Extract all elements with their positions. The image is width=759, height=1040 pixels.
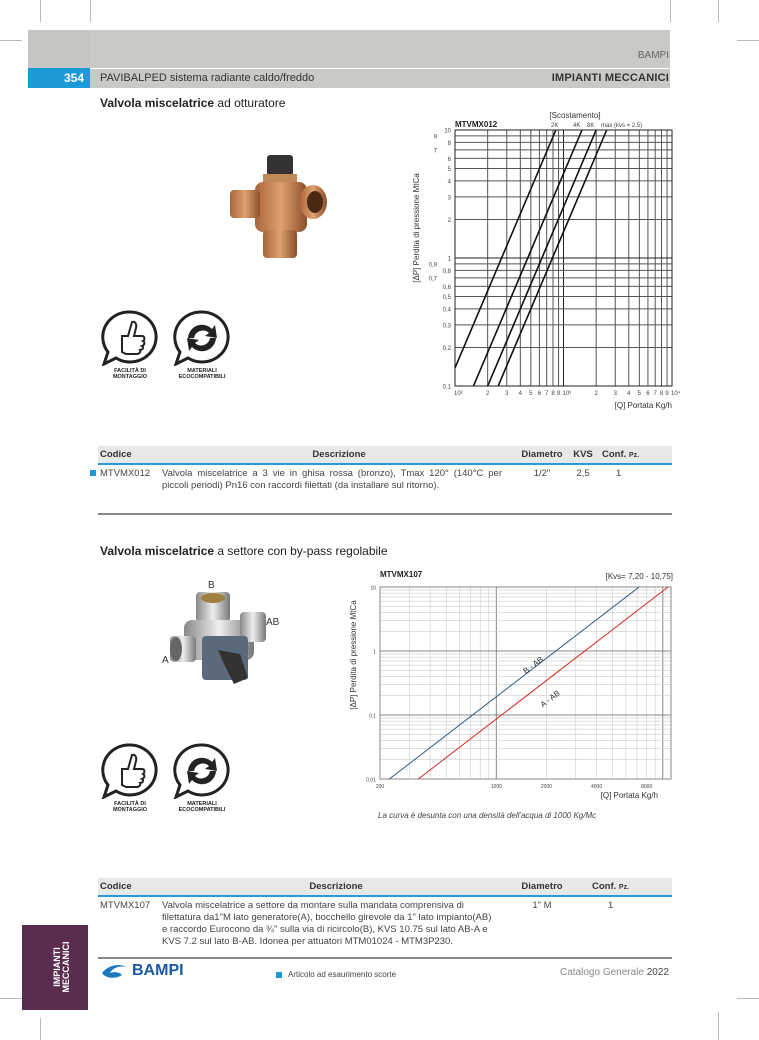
series-label: B - AB <box>521 654 545 676</box>
y-tick-label: 1 <box>447 256 451 263</box>
x-tick-label: 1000 <box>490 784 502 790</box>
series-label: 4K <box>573 123 581 129</box>
legend-text: Articolo ad esaurimento scorte <box>288 970 397 979</box>
feature-label-montaggio <box>100 368 160 380</box>
product2-title <box>100 544 388 558</box>
legend <box>276 970 396 979</box>
table-header-row <box>98 446 672 464</box>
x-tick-label: 6 <box>646 391 650 397</box>
crop-mark <box>737 40 759 41</box>
table-row <box>98 896 672 951</box>
chart-mtvmx107 <box>340 565 680 805</box>
header-subtitle: PAVIBALPED sistema radiante caldo/freddo <box>100 72 315 84</box>
x-tick-label: 9 <box>665 391 669 397</box>
x-tick-label: 4000 <box>591 784 603 790</box>
x-tick-label: 10⁴ <box>671 391 681 397</box>
y-axis-label: [ΔP] Perdita di pressione MtCa <box>412 173 421 283</box>
crop-mark <box>40 0 41 22</box>
y-tick-label: 0,5 <box>442 295 451 302</box>
x-tick-label: 8 <box>551 391 555 397</box>
feature-label-materiali <box>172 801 232 813</box>
series-label: max (kvs = 2,5) <box>601 123 643 129</box>
chart-note: La curva è desunta con una densità dell'acqua di 1000 Kg/Mc <box>378 811 597 820</box>
col-header-diam: Diametro <box>518 446 566 464</box>
col-header-conf <box>572 878 672 896</box>
x-tick-label: 2 <box>594 391 598 397</box>
cell-diam: 1" M <box>532 900 552 911</box>
recycle-arrows-icon <box>172 741 232 799</box>
product1-table <box>98 446 672 495</box>
y-tick-label: 0,4 <box>442 307 451 314</box>
chart-subtitle: [Kvs= 7,20 - 10,75] <box>605 572 673 581</box>
col-header-code: Codice <box>98 878 160 896</box>
port-label-a: A <box>162 655 169 666</box>
bampi-logo-text: BAMPI <box>132 962 184 979</box>
y-tick-label: 0,3 <box>442 323 451 330</box>
product1-title <box>100 96 285 110</box>
x-tick-label: 6 <box>537 391 542 397</box>
series-line-b-ab <box>389 587 639 779</box>
header-brand: BAMPI <box>637 50 669 61</box>
col-header-desc: Descrizione <box>160 446 518 464</box>
y-tick-label: 0,2 <box>442 345 451 352</box>
x-tick-label: 10² <box>454 391 463 397</box>
footer-divider <box>98 957 672 959</box>
table-row <box>98 464 672 495</box>
series-label: 2K <box>551 123 559 129</box>
y-tick-label: 0,8 <box>442 268 451 275</box>
y-tick-label: 0,1 <box>442 384 451 391</box>
header-divider <box>90 68 670 69</box>
chart-subtitle: [Scostamento] <box>549 111 601 120</box>
crop-mark <box>0 40 22 41</box>
feature-label-line: FACILITÀ DI <box>114 801 146 807</box>
y-tick-label: 0,1 <box>369 713 376 720</box>
recycle-arrows-icon <box>172 308 232 366</box>
x-tick-label: 3 <box>613 391 617 397</box>
y-tick-label: 7 <box>433 148 437 155</box>
x-tick-label: 200 <box>375 784 385 790</box>
header-section: IMPIANTI MECCANICI <box>551 72 669 84</box>
x-tick-label: 10³ <box>562 391 572 397</box>
cell-conf: 1 <box>616 468 622 479</box>
series-label: A - AB <box>538 688 562 710</box>
x-tick-label: 3 <box>505 391 509 397</box>
x-tick-label: 4 <box>518 391 522 397</box>
x-tick-label: 7 <box>545 391 549 397</box>
x-axis-label: [Q] Portata Kg/h <box>600 791 658 800</box>
x-tick-label: 4 <box>627 391 631 397</box>
code-text: MTVMX012 <box>100 468 151 479</box>
stock-marker-icon <box>276 972 282 978</box>
col-header-desc: Descrizione <box>160 878 512 896</box>
feature-label-materiali <box>172 368 232 380</box>
port-label-ab: AB <box>266 617 280 628</box>
crop-mark <box>737 998 759 999</box>
title-bold: Valvola miscelatrice <box>100 96 215 110</box>
y-tick-label: 6 <box>447 156 451 163</box>
crop-mark <box>718 1012 719 1040</box>
x-tick-label: 9 <box>556 391 561 397</box>
feature-label-line: ECOCOMPATIBILI <box>178 807 226 813</box>
cell-code <box>98 464 160 495</box>
feature-label-line: ECOCOMPATIBILI <box>178 374 226 380</box>
col-header-code: Codice <box>98 446 160 464</box>
catalog-label <box>560 967 669 978</box>
y-tick-label: 5 <box>447 167 451 174</box>
crop-mark <box>40 1018 41 1040</box>
cell-desc: Valvola miscelatrice a 3 vie in ghisa rossa (bronzo), Tmax 120° (140°C per piccoli periodi) Pn16 con raccordi filettati (da installare sul ritorno). <box>162 468 502 491</box>
col-header-conf <box>600 446 672 464</box>
x-tick-label: 2000 <box>540 784 553 790</box>
x-axis-label: [Q] Portata Kg/h <box>614 401 672 410</box>
plot-frame <box>380 587 671 779</box>
valve-image-mtvmx107 <box>168 592 272 692</box>
x-tick-label: 5 <box>529 391 533 397</box>
side-label-line: IMPIANTI <box>52 947 62 987</box>
y-tick-label: 0,01 <box>366 777 376 784</box>
feature-label-line: FACILITÀ DI <box>114 368 146 374</box>
chart-title: MTVMX012 <box>455 120 498 129</box>
y-tick-label: 3 <box>447 195 451 202</box>
thumbs-up-icon <box>100 741 160 799</box>
feature-label-montaggio <box>100 801 160 813</box>
bampi-logo-icon <box>100 963 128 979</box>
pz-label: Pz. <box>618 884 630 891</box>
page-number: 354 <box>28 68 90 88</box>
x-tick-label: 7 <box>653 391 657 397</box>
chart-mtvmx012 <box>395 108 695 413</box>
y-tick-label: 9 <box>433 134 437 141</box>
crop-mark <box>718 0 719 22</box>
side-tab-label <box>53 932 71 1002</box>
crop-mark <box>0 998 22 999</box>
bampi-logo <box>100 962 184 980</box>
cell-desc: Valvola miscelatrice a settore da montare sulla mandata comprensiva di filettatura da1"M lato generatore(A), bocchello girevole da 1" lato impianto(AB) e raccordo Eurocono da ¾" sulla via di ricircolo(B), KVS 10.75 sul lato AB-A e KVS 7.2 sul lato B-AB. Idonea per attuatori MTM01024 - MTM3P230. <box>162 900 492 947</box>
stock-marker-icon <box>90 470 96 476</box>
product2-table <box>98 878 672 951</box>
catalog-text: Catalogo Generale <box>560 967 647 978</box>
conf-label: Conf. <box>592 881 617 892</box>
y-tick-label: 0,9 <box>428 262 437 269</box>
y-tick-label: 0,7 <box>428 276 437 283</box>
cell-diam: 1/2" <box>533 468 551 479</box>
thumbs-up-icon <box>100 308 160 366</box>
cell-code: MTVMX107 <box>100 900 151 911</box>
y-tick-label: 0,6 <box>442 284 451 291</box>
x-tick-label: 8 <box>659 391 664 397</box>
side-label-line: MECCANICI <box>61 941 71 993</box>
y-axis-label: [ΔP] Perdita di pressione MtCa <box>349 600 358 710</box>
series-line-a-ab <box>418 587 668 779</box>
feature-label-line: MATERIALI <box>187 801 217 807</box>
y-tick-label: 10 <box>370 585 376 592</box>
table-header-row <box>98 878 672 896</box>
crop-mark <box>670 0 671 22</box>
header-left-block <box>28 30 90 68</box>
y-tick-label: 1 <box>373 649 376 656</box>
section-divider <box>98 513 672 515</box>
y-tick-label: 2 <box>447 217 451 224</box>
y-tick-label: 10 <box>444 128 451 135</box>
valve-image-mtvmx012 <box>225 150 335 265</box>
conf-label: Conf. <box>602 449 627 460</box>
title-rest: ad otturatore <box>214 96 286 110</box>
title-rest: a settore con by-pass regolabile <box>214 544 388 558</box>
x-tick-label: 2 <box>485 391 490 397</box>
series-line-2k <box>455 130 556 368</box>
feature-label-line: MONTAGGIO <box>112 807 148 813</box>
feature-label-line: MATERIALI <box>187 368 217 374</box>
x-tick-label: 5 <box>637 391 642 397</box>
chart-title: MTVMX107 <box>380 570 423 579</box>
catalog-year: 2022 <box>646 967 669 978</box>
col-header-diam: Diametro <box>512 878 572 896</box>
series-label: 8K <box>587 123 595 129</box>
y-tick-label: 4 <box>447 179 451 186</box>
feature-label-line: MONTAGGIO <box>112 374 148 380</box>
cell-kvs: 2,5 <box>576 468 590 479</box>
x-tick-label: 8000 <box>641 784 653 790</box>
y-tick-label: 8 <box>447 140 451 147</box>
cell-conf: 1 <box>608 900 614 911</box>
crop-mark <box>90 0 91 22</box>
col-header-kvs: KVS <box>566 446 600 464</box>
port-label-b: B <box>208 580 215 591</box>
title-bold: Valvola miscelatrice <box>100 544 215 558</box>
pz-label: Pz. <box>628 452 640 459</box>
side-tab-impianti-meccanici <box>22 925 88 1010</box>
